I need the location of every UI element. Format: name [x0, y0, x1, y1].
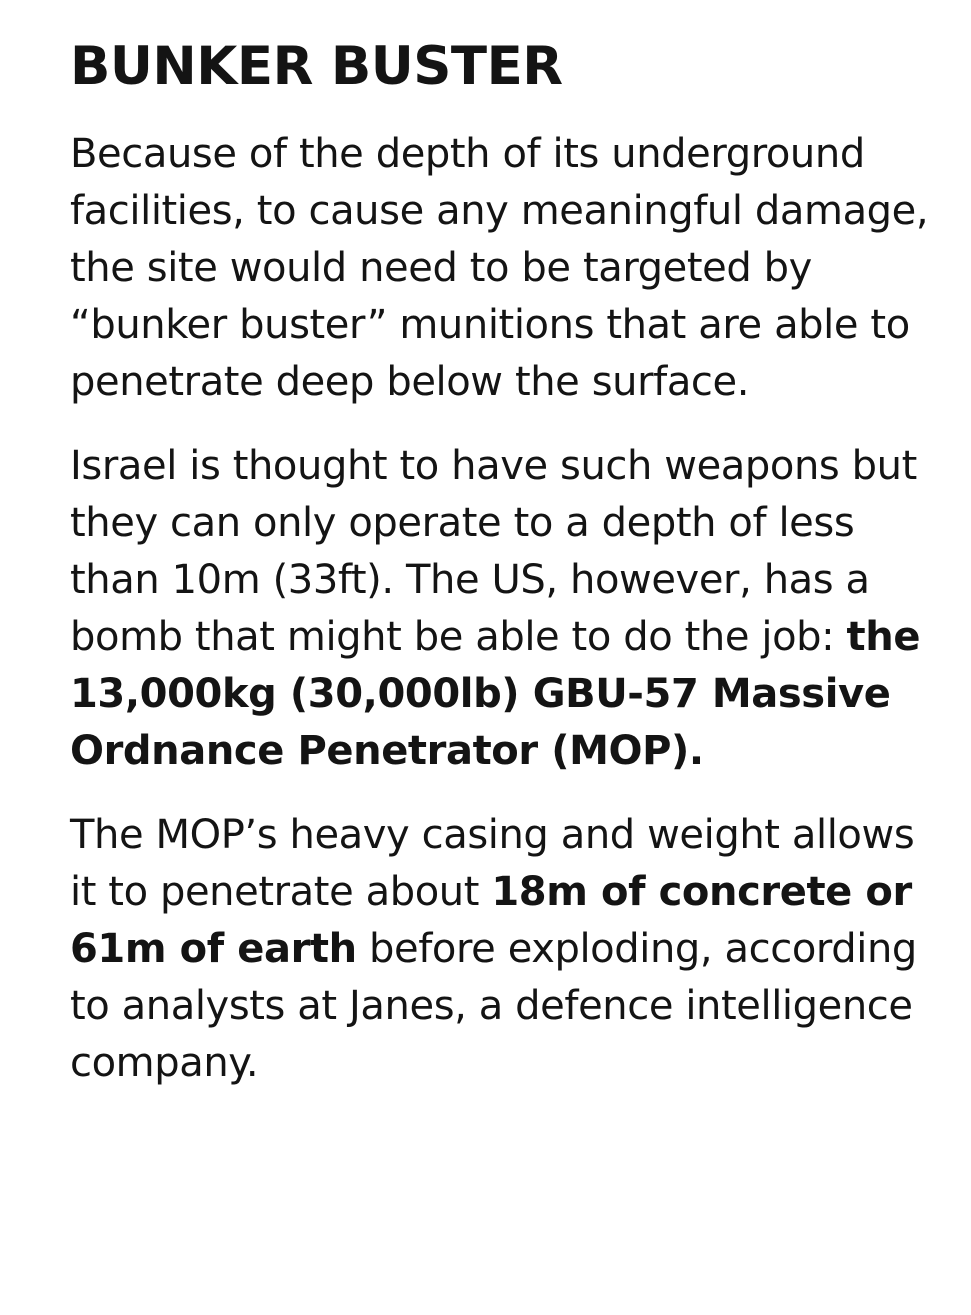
paragraph-3-text-after: before exploding, according to analysts at Janes, a defence intelligence company. [70, 926, 917, 1086]
paragraph-2 [70, 438, 950, 780]
headline: BUNKER BUSTER [70, 36, 563, 97]
paragraph-2-bold: the 13,000kg (30,000lb) GBU-57 Massive Ordnance Penetrator (MOP). [70, 614, 921, 774]
paragraph-3-bold: 18m of concrete or 61m of earth [70, 869, 912, 972]
paragraph-1-text: Because of the depth of its underground facilities, to cause any meaningful damage, the site would need to be targeted by “bunker buster” munitions that are able to penetrate deep below the surface. [70, 131, 929, 405]
paragraph-2-text: Israel is thought to have such weapons but they can only operate to a depth of less than 10m (33ft). The US, however, has a bomb that might be able to do the job: [70, 443, 917, 660]
paragraph-3 [70, 807, 950, 1092]
article [70, 36, 950, 1092]
paragraph-1 [70, 126, 950, 411]
paragraph-3-text-before: The MOP’s heavy casing and weight allows it to penetrate about [70, 812, 915, 915]
